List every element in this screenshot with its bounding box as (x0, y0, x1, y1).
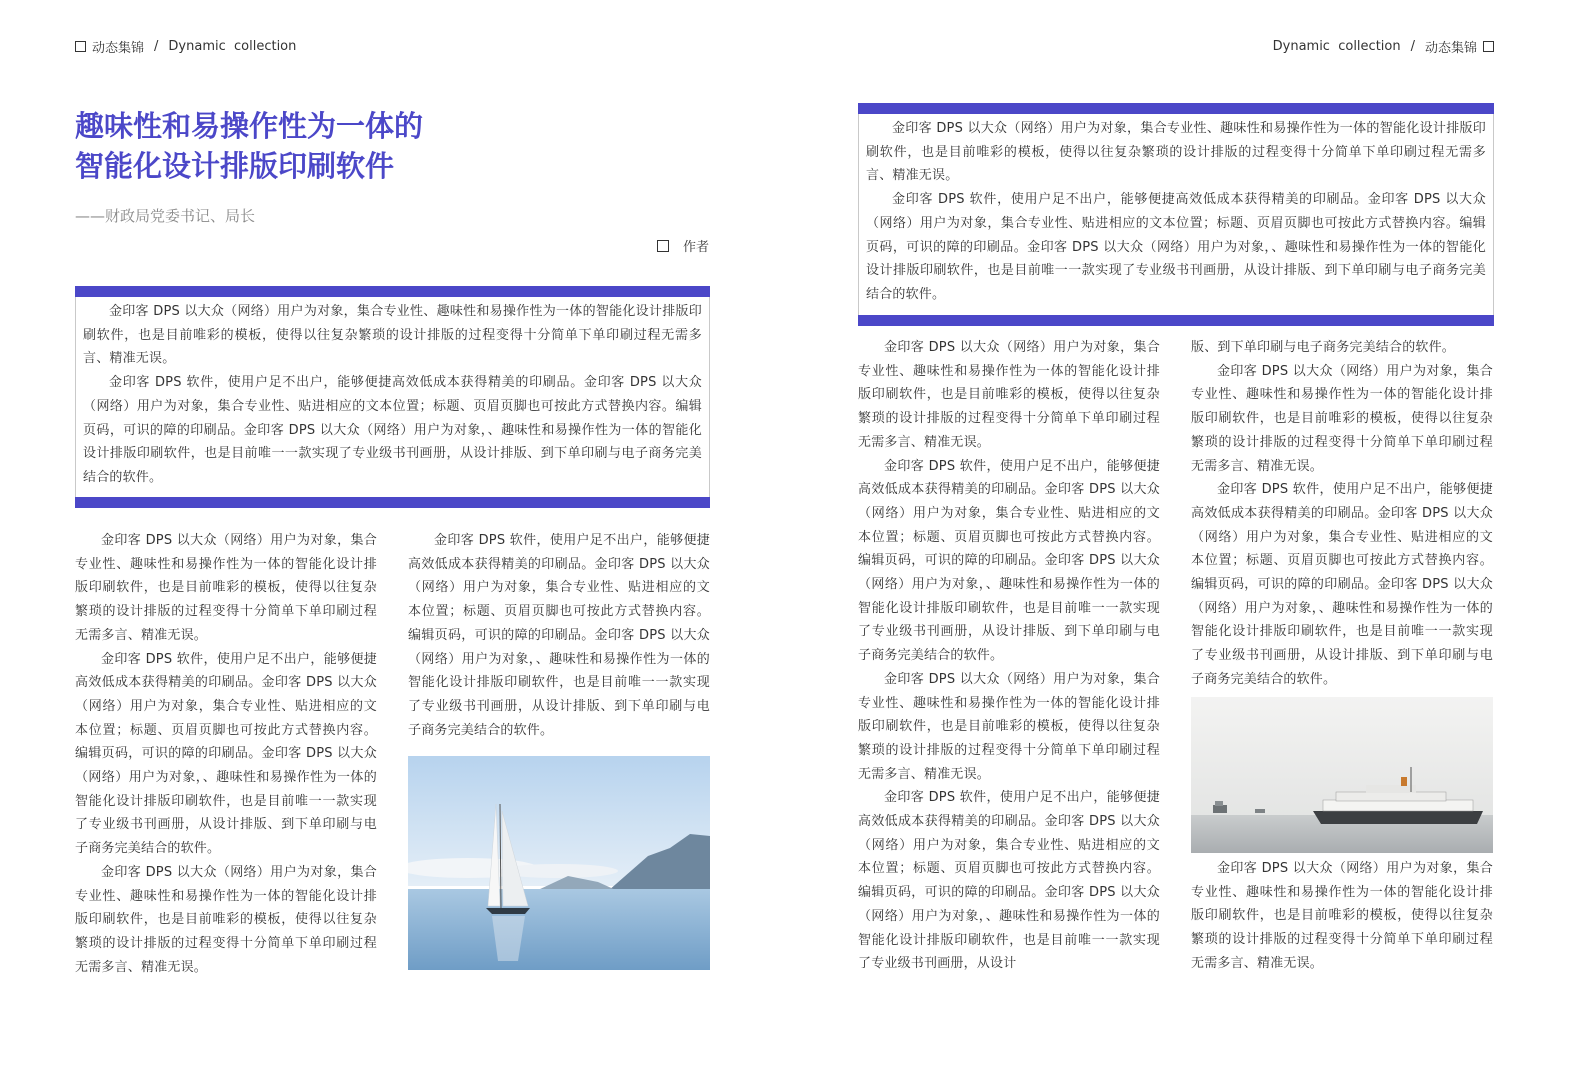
header-en: Dynamic collection (168, 39, 297, 54)
sailboat-image (408, 756, 710, 970)
header-separator: / (1410, 39, 1415, 54)
ship-image (1191, 697, 1493, 853)
accent-bar (75, 497, 710, 508)
body-paragraph: 金印客 DPS 以大众（网络）用户为对象，集合专业性、趣味性和易操作性为一体的智能化设计排版印刷软件，也是目前唯彩的模板，使得以往复杂繁琐的设计排版的过程变得十分简单下单印刷过程无需多言、精准无误。 (1191, 363, 1493, 474)
header-separator: / (154, 39, 159, 54)
intro-paragraph: 金印客 DPS 软件，使用户足不出户，能够便捷高效低成本获得精美的印刷品。金印客 DPS 以大众（网络）用户为对象，集合专业性、贴进相应的文本位置；标题、页眉页脚也可按此方式替换内容。编辑页码，可识的障的印刷品。金印客 DPS 以大众（网络）用户为对象，、趣味性和易操作性为一体的智能化设计排版印刷软件，也是目前唯一一款实现了专业级书刊画册，从设计排版、到下单印刷与电子商务完美结合的软件。 (83, 375, 702, 485)
square-icon (657, 240, 669, 252)
intro-paragraph: 金印客 DPS 以大众（网络）用户为对象，集合专业性、趣味性和易操作性为一体的智能化设计排版印刷软件，也是目前唯彩的模板，使得以往复杂繁琐的设计排版的过程变得十分简单下单印刷过程无需多言、精准无误。 (83, 304, 702, 367)
sailboat-photo (408, 756, 710, 970)
body-paragraph: 版、到下单印刷与电子商务完美结合的软件。 (1191, 340, 1456, 355)
accent-bar (858, 315, 1494, 326)
header-en: Dynamic collection (1272, 39, 1401, 54)
body-paragraph: 金印客 DPS 软件，使用户足不出户，能够便捷高效低成本获得精美的印刷品。金印客 DPS 以大众（网络）用户为对象，集合专业性、贴进相应的文本位置；标题、页眉页脚也可按此方式替换内容。编辑页码，可识的障的印刷品。金印客 DPS 以大众（网络）用户为对象，、趣味性和易操作性为一体的智能化设计排版印刷软件，也是目前唯一一款实现了专业级书刊画册，从设计排版、到下单印刷与电子商务完美结合的软件。 (408, 533, 710, 738)
right-column-2 (1191, 336, 1493, 692)
intro-box-right (858, 114, 1494, 315)
author-label: 作者 (683, 240, 710, 255)
right-column-1 (858, 336, 1160, 976)
header-section: 动态集锦 (92, 41, 145, 56)
left-column-2 (408, 529, 710, 742)
body-paragraph: 金印客 DPS 以大众（网络）用户为对象，集合专业性、趣味性和易操作性为一体的智能化设计排版印刷软件，也是目前唯彩的模板，使得以往复杂繁琐的设计排版的过程变得十分简单下单印刷过程无需多言、精准无误。 (75, 864, 377, 975)
left-column-1 (75, 529, 377, 979)
intro-paragraph: 金印客 DPS 以大众（网络）用户为对象，集合专业性、趣味性和易操作性为一体的智能化设计排版印刷软件，也是目前唯彩的模板，使得以往复杂繁琐的设计排版的过程变得十分简单下单印刷过程无需多言、精准无误。 (866, 121, 1486, 184)
title-line-1: 趣味性和易操作性为一体的 (75, 109, 424, 143)
body-paragraph: 金印客 DPS 以大众（网络）用户为对象，集合专业性、趣味性和易操作性为一体的智能化设计排版印刷软件，也是目前唯彩的模板，使得以往复杂繁琐的设计排版的过程变得十分简单下单印刷过程无需多言、精准无误。 (858, 671, 1160, 782)
square-icon (1483, 41, 1494, 52)
header-section: 动态集锦 (1424, 41, 1477, 56)
right-column-2-lower (1191, 857, 1493, 976)
ship-photo (1191, 697, 1493, 853)
body-paragraph: 金印客 DPS 以大众（网络）用户为对象，集合专业性、趣味性和易操作性为一体的智能化设计排版印刷软件，也是目前唯彩的模板，使得以往复杂繁琐的设计排版的过程变得十分简单下单印刷过程无需多言、精准无误。 (75, 533, 377, 643)
body-paragraph: 金印客 DPS 软件，使用户足不出户，能够便捷高效低成本获得精美的印刷品。金印客 DPS 以大众（网络）用户为对象，集合专业性、贴进相应的文本位置；标题、页眉页脚也可按此方式替换内容。编辑页码，可识的障的印刷品。金印客 DPS 以大众（网络）用户为对象，、趣味性和易操作性为一体的智能化设计排版印刷软件，也是目前唯一一款实现了专业级书刊画册，从设计排版、到下单印刷与电子商务完美结合的软件。 (75, 651, 377, 857)
intro-box-left (75, 297, 710, 497)
article-title (75, 106, 423, 186)
accent-bar (75, 286, 710, 297)
body-paragraph: 金印客 DPS 软件，使用户足不出户，能够便捷高效低成本获得精美的印刷品。金印客 DPS 以大众（网络）用户为对象，集合专业性、贴进相应的文本位置；标题、页眉页脚也可按此方式替换内容。编辑页码，可识的障的印刷品。金印客 DPS 以大众（网络）用户为对象，、趣味性和易操作性为一体的智能化设计排版印刷软件，也是目前唯一一款实现了专业级书刊画册，从设计 (858, 790, 1160, 972)
accent-bar (858, 103, 1494, 114)
author-line (657, 236, 709, 255)
intro-paragraph: 金印客 DPS 软件，使用户足不出户，能够便捷高效低成本获得精美的印刷品。金印客 DPS 以大众（网络）用户为对象，集合专业性、贴进相应的文本位置；标题、页眉页脚也可按此方式替换内容。编辑页码，可识的障的印刷品。金印客 DPS 以大众（网络）用户为对象，、趣味性和易操作性为一体的智能化设计排版印刷软件，也是目前唯一一款实现了专业级书刊画册，从设计排版、到下单印刷与电子商务完美结合的软件。 (866, 192, 1486, 302)
body-paragraph: 金印客 DPS 以大众（网络）用户为对象，集合专业性、趣味性和易操作性为一体的智能化设计排版印刷软件，也是目前唯彩的模板，使得以往复杂繁琐的设计排版的过程变得十分简单下单印刷过程无需多言、精准无误。 (858, 340, 1160, 450)
title-line-2: 智能化设计排版印刷软件 (75, 149, 395, 183)
square-icon (75, 41, 86, 52)
body-paragraph: 金印客 DPS 软件，使用户足不出户，能够便捷高效低成本获得精美的印刷品。金印客 DPS 以大众（网络）用户为对象，集合专业性、贴进相应的文本位置；标题、页眉页脚也可按此方式替换内容。编辑页码，可识的障的印刷品。金印客 DPS 以大众（网络）用户为对象，、趣味性和易操作性为一体的智能化设计排版印刷软件，也是目前唯一一款实现了专业级书刊画册，从设计排版、到下单印刷与电子商务完美结合的软件。 (1191, 482, 1493, 687)
body-paragraph: 金印客 DPS 以大众（网络）用户为对象，集合专业性、趣味性和易操作性为一体的智能化设计排版印刷软件，也是目前唯彩的模板，使得以往复杂繁琐的设计排版的过程变得十分简单下单印刷过程无需多言、精准无误。 (1191, 861, 1493, 971)
body-paragraph: 金印客 DPS 软件，使用户足不出户，能够便捷高效低成本获得精美的印刷品。金印客 DPS 以大众（网络）用户为对象，集合专业性、贴进相应的文本位置；标题、页眉页脚也可按此方式替换内容。编辑页码，可识的障的印刷品。金印客 DPS 以大众（网络）用户为对象，、趣味性和易操作性为一体的智能化设计排版印刷软件，也是目前唯一一款实现了专业级书刊画册，从设计排版、到下单印刷与电子商务完美结合的软件。 (858, 458, 1160, 664)
article-subtitle: ——财政局党委书记、局长 (75, 207, 256, 225)
header-right (1273, 37, 1494, 56)
header-left (75, 37, 296, 56)
